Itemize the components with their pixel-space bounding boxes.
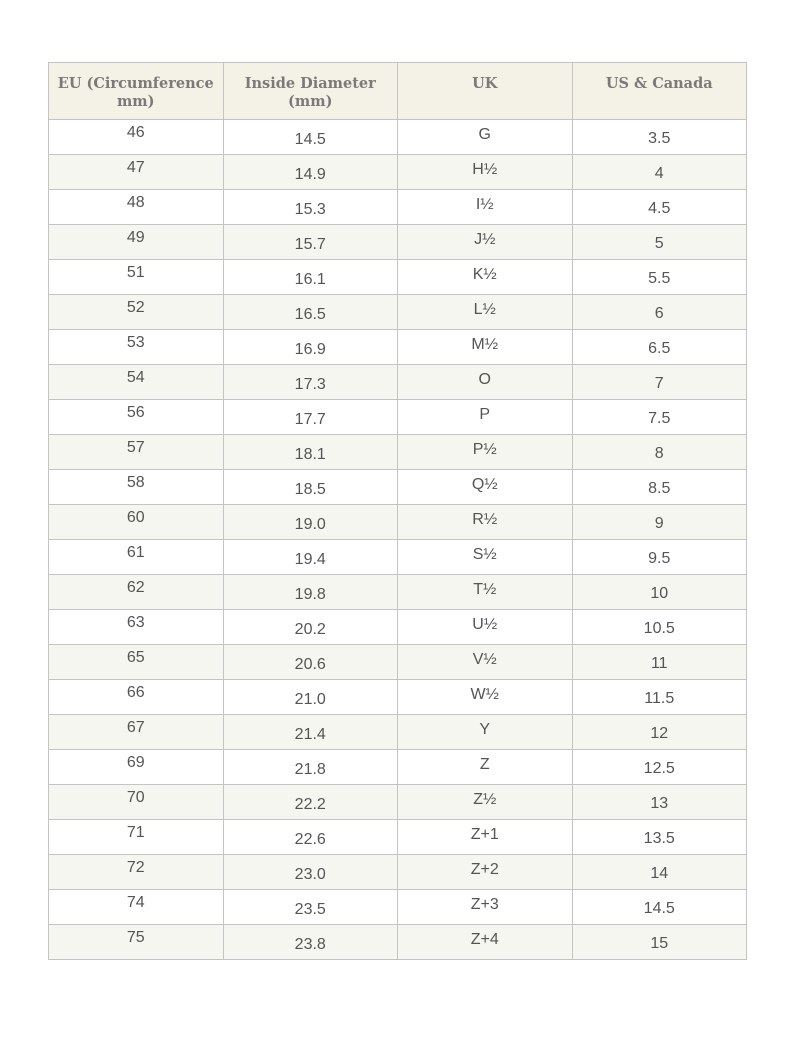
cell-us: 12.5 [572, 750, 747, 785]
cell-uk: Z½ [398, 785, 573, 820]
table-row [49, 820, 747, 855]
cell-eu: 65 [49, 645, 224, 680]
cell-uk: O [398, 365, 573, 400]
header-eu-circumference: EU (Circumference mm) [49, 63, 224, 120]
cell-eu: 57 [49, 435, 224, 470]
cell-eu: 52 [49, 295, 224, 330]
header-us-canada: US & Canada [572, 63, 747, 120]
cell-uk: S½ [398, 540, 573, 575]
table-row [49, 540, 747, 575]
cell-eu: 49 [49, 225, 224, 260]
cell-uk: Z+1 [398, 820, 573, 855]
cell-uk: G [398, 120, 573, 155]
cell-eu: 66 [49, 680, 224, 715]
cell-diameter: 19.8 [223, 575, 398, 610]
table-row [49, 575, 747, 610]
cell-eu: 71 [49, 820, 224, 855]
cell-uk: Q½ [398, 470, 573, 505]
cell-diameter: 22.6 [223, 820, 398, 855]
cell-eu: 53 [49, 330, 224, 365]
table-row [49, 855, 747, 890]
table-row [49, 470, 747, 505]
cell-uk: I½ [398, 190, 573, 225]
cell-diameter: 16.9 [223, 330, 398, 365]
cell-diameter: 23.8 [223, 925, 398, 960]
table-row [49, 890, 747, 925]
cell-diameter: 21.4 [223, 715, 398, 750]
cell-us: 7.5 [572, 400, 747, 435]
cell-diameter: 21.0 [223, 680, 398, 715]
cell-eu: 48 [49, 190, 224, 225]
table-row [49, 680, 747, 715]
ring-size-table [48, 62, 747, 960]
cell-diameter: 19.4 [223, 540, 398, 575]
table-row [49, 785, 747, 820]
cell-us: 6.5 [572, 330, 747, 365]
cell-us: 5.5 [572, 260, 747, 295]
cell-eu: 72 [49, 855, 224, 890]
cell-diameter: 21.8 [223, 750, 398, 785]
table-header [49, 63, 747, 120]
cell-eu: 62 [49, 575, 224, 610]
cell-eu: 70 [49, 785, 224, 820]
table-row [49, 260, 747, 295]
table-row [49, 715, 747, 750]
cell-us: 4.5 [572, 190, 747, 225]
cell-eu: 75 [49, 925, 224, 960]
header-row [49, 63, 747, 120]
cell-diameter: 23.5 [223, 890, 398, 925]
cell-eu: 58 [49, 470, 224, 505]
cell-uk: Z+2 [398, 855, 573, 890]
cell-uk: J½ [398, 225, 573, 260]
cell-us: 8.5 [572, 470, 747, 505]
cell-us: 14.5 [572, 890, 747, 925]
cell-diameter: 14.9 [223, 155, 398, 190]
header-uk: UK [398, 63, 573, 120]
cell-us: 10.5 [572, 610, 747, 645]
cell-diameter: 16.5 [223, 295, 398, 330]
table-row [49, 645, 747, 680]
table-row [49, 155, 747, 190]
table-row [49, 295, 747, 330]
cell-eu: 67 [49, 715, 224, 750]
cell-uk: Z+3 [398, 890, 573, 925]
cell-uk: K½ [398, 260, 573, 295]
cell-diameter: 19.0 [223, 505, 398, 540]
cell-diameter: 22.2 [223, 785, 398, 820]
cell-diameter: 14.5 [223, 120, 398, 155]
cell-eu: 60 [49, 505, 224, 540]
cell-uk: U½ [398, 610, 573, 645]
cell-diameter: 20.2 [223, 610, 398, 645]
cell-eu: 63 [49, 610, 224, 645]
cell-uk: M½ [398, 330, 573, 365]
cell-us: 10 [572, 575, 747, 610]
cell-us: 6 [572, 295, 747, 330]
table-row [49, 750, 747, 785]
cell-uk: L½ [398, 295, 573, 330]
cell-us: 7 [572, 365, 747, 400]
cell-us: 15 [572, 925, 747, 960]
cell-us: 13.5 [572, 820, 747, 855]
cell-uk: R½ [398, 505, 573, 540]
cell-us: 13 [572, 785, 747, 820]
cell-eu: 61 [49, 540, 224, 575]
cell-eu: 46 [49, 120, 224, 155]
cell-eu: 54 [49, 365, 224, 400]
cell-us: 3.5 [572, 120, 747, 155]
table-row [49, 610, 747, 645]
cell-diameter: 15.3 [223, 190, 398, 225]
cell-us: 11 [572, 645, 747, 680]
table-row [49, 925, 747, 960]
cell-uk: H½ [398, 155, 573, 190]
cell-eu: 47 [49, 155, 224, 190]
table-row [49, 225, 747, 260]
table-body [49, 120, 747, 960]
cell-us: 9 [572, 505, 747, 540]
cell-eu: 56 [49, 400, 224, 435]
header-inside-diameter: Inside Diameter (mm) [223, 63, 398, 120]
cell-uk: Z [398, 750, 573, 785]
cell-diameter: 23.0 [223, 855, 398, 890]
cell-us: 11.5 [572, 680, 747, 715]
cell-us: 4 [572, 155, 747, 190]
cell-diameter: 17.7 [223, 400, 398, 435]
cell-diameter: 18.1 [223, 435, 398, 470]
cell-uk: P [398, 400, 573, 435]
cell-us: 12 [572, 715, 747, 750]
table-row [49, 120, 747, 155]
cell-eu: 51 [49, 260, 224, 295]
cell-diameter: 16.1 [223, 260, 398, 295]
cell-uk: P½ [398, 435, 573, 470]
cell-uk: V½ [398, 645, 573, 680]
table-row [49, 190, 747, 225]
cell-uk: T½ [398, 575, 573, 610]
cell-diameter: 15.7 [223, 225, 398, 260]
cell-us: 14 [572, 855, 747, 890]
table-row [49, 400, 747, 435]
cell-uk: Z+4 [398, 925, 573, 960]
cell-uk: Y [398, 715, 573, 750]
cell-diameter: 20.6 [223, 645, 398, 680]
table-row [49, 505, 747, 540]
cell-us: 9.5 [572, 540, 747, 575]
cell-eu: 69 [49, 750, 224, 785]
cell-us: 8 [572, 435, 747, 470]
table-row [49, 330, 747, 365]
cell-us: 5 [572, 225, 747, 260]
table-row [49, 365, 747, 400]
cell-eu: 74 [49, 890, 224, 925]
cell-uk: W½ [398, 680, 573, 715]
table-row [49, 435, 747, 470]
cell-diameter: 18.5 [223, 470, 398, 505]
cell-diameter: 17.3 [223, 365, 398, 400]
